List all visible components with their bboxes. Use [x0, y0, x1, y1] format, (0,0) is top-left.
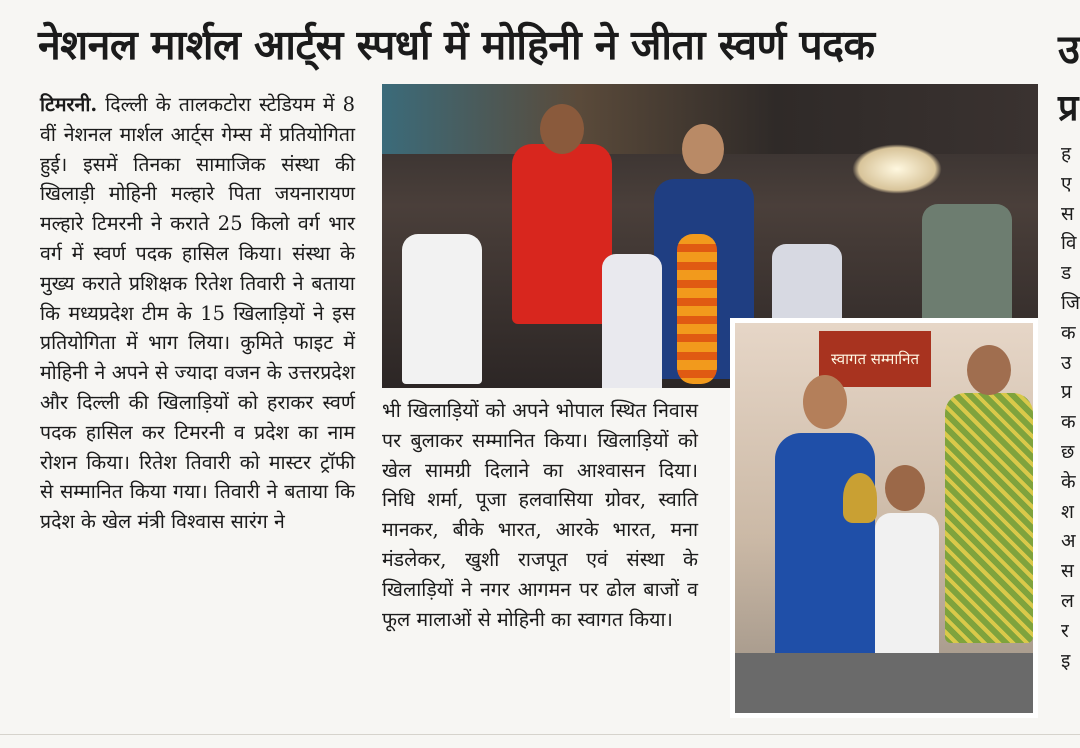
adjacent-edge-letter: अ [1061, 530, 1076, 553]
adjacent-edge-letter: ड [1061, 262, 1072, 285]
adjacent-edge-letter: इ [1061, 649, 1071, 672]
adjacent-edge-letter: वि [1061, 232, 1077, 255]
photo-banner: स्वागत सम्मानित [819, 331, 931, 387]
adjacent-article-edge [1061, 140, 1080, 676]
adjacent-edge-letter: क [1061, 411, 1076, 434]
adjacent-edge-letter: प्र [1061, 381, 1072, 404]
adjacent-edge-letter: ए [1061, 172, 1072, 195]
adjacent-edge-letter: के [1061, 470, 1076, 493]
article-dateline: टिमरनी. [40, 93, 98, 116]
adjacent-edge-letter: स [1061, 560, 1074, 583]
adjacent-edge-letter: स [1061, 202, 1074, 225]
adjacent-headline-fragment-1: उ [1058, 27, 1080, 73]
article-column-2-text: भी खिलाड़ियों को अपने भोपाल स्थित निवास पर बुलाकर सम्मानित किया। खिलाड़ियों को खेल सामग्री दिलाने का आश्वासन दिया। निधि शर्मा, पूजा हलवासिया ग्रोवर, स्वाति मानकर, बीके भारत, आरके भारत, मना मंडलेकर, खुशी राजपूत एवं संस्था के खिलाड़ियों ने नगर आगमन पर ढोल बाजों व फूल मालाओं से मोहिनी का स्वागत किया। [382, 399, 698, 631]
article-column-1-text: दिल्ली के तालकटोरा स्टेडियम में 8 वीं नेशनल मार्शल आर्ट्स गेम्स में प्रतियोगिता हुई। इसमें तिनका सामाजिक संस्था की खिलाड़ी मोहिनी मल्हारे पिता जयनारायण मल्हारे टिमरनी ने कराते 25 किलो वर्ग भार वर्ग में स्वर्ण पदक हासिल किया। संस्था के मुख्य कराते प्रशिक्षक रितेश तिवारी ने बताया कि मध्यप्रदेश टीम के 15 खिलाड़ियों ने इस प्रतियोगिता में भाग लिया। कुमिते फाइट में मोहिनी ने अपने से ज्यादा वजन के उत्तरप्रदेश और दिल्ली की खिलाड़ियों को हराकर स्वर्ण पदक हासिल कर टिमरनी व प्रदेश का नाम रोशन किया। रितेश तिवारी को मास्टर ट्रॉफी से सम्मानित किया गया। तिवारी ने बताया कि प्रदेश के खेल मंत्री विश्वास सारंग ने [40, 93, 355, 534]
adjacent-edge-letter: र [1061, 619, 1069, 642]
adjacent-headline-fragment-2: प्र [1058, 88, 1079, 129]
adjacent-edge-letter: छ [1061, 440, 1075, 463]
adjacent-edge-letter: श [1061, 500, 1074, 523]
article-column-2 [382, 396, 698, 634]
page-bottom-rule [0, 734, 1080, 735]
article-column-1 [40, 90, 355, 537]
article-photo-award-ceremony [730, 318, 1038, 718]
article-headline: नेशनल मार्शल आर्ट्स स्पर्धा में मोहिनी ने जीता स्वर्ण पदक [38, 21, 875, 69]
adjacent-edge-letter: ल [1061, 589, 1074, 612]
adjacent-edge-letter: ह [1061, 143, 1072, 165]
adjacent-edge-letter: जि [1061, 291, 1080, 314]
adjacent-edge-letter: उ [1061, 351, 1072, 374]
adjacent-edge-letter: क [1061, 321, 1076, 344]
